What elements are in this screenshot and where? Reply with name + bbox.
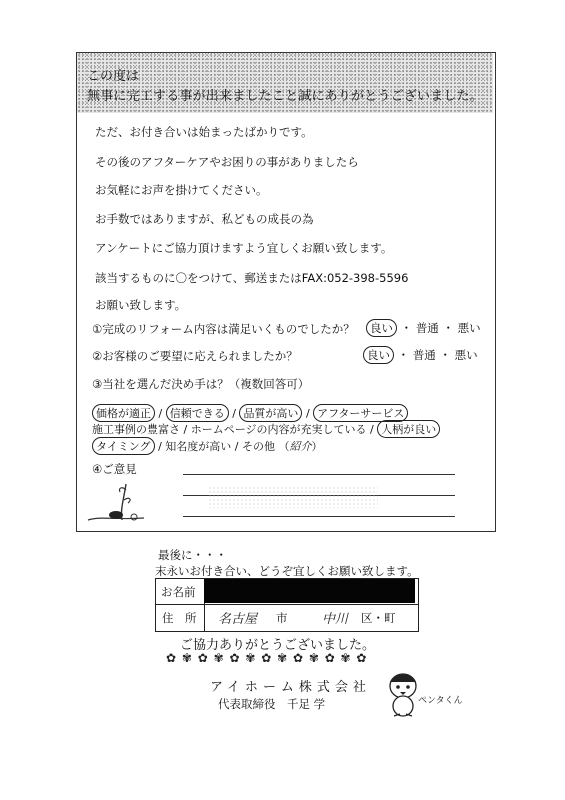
address-ward-value[interactable]: 中川 [322, 612, 349, 627]
q2-options [363, 346, 478, 364]
q3-row-2 [92, 420, 440, 438]
q3-choice-price[interactable]: 価格が適正 [92, 404, 155, 422]
intro-line-3: お気軽にお声を掛けてください。 [95, 183, 268, 197]
q2-option-good[interactable]: 良い [363, 346, 394, 364]
q3-choice-fame[interactable]: 知名度が高い [165, 440, 232, 453]
address-label: 住 所 [162, 611, 197, 625]
q3-sep: / [370, 423, 374, 436]
q3-choice-other[interactable]: その他 [242, 440, 275, 453]
q3-sep: / [232, 407, 236, 420]
intro-line-6: 該当するものに〇をつけて、郵送またはFAX:052-398-5596 [95, 271, 409, 285]
plant-decoration-icon [82, 476, 152, 526]
thanks-text: ご協力ありがとうございました。 [180, 638, 376, 653]
address-city-unit: 市 [276, 611, 288, 625]
q1-dot: ・ [442, 321, 454, 335]
header-banner [77, 53, 493, 113]
question-3: ③当社を選んだ決め手は？（複数回答可） [92, 377, 310, 391]
intro-line-5: アンケートにご協力頂けますよう宜しくお願い致します。 [95, 241, 393, 255]
q3-choice-examples[interactable]: 施工事例の豊富さ [92, 423, 180, 436]
opinion-line [183, 474, 455, 475]
intro-line-1: ただ、お付き合いは始まったばかりです。 [95, 125, 313, 139]
q2-dot: ・ [439, 348, 451, 362]
intro-line-4: お手数ではありますが、私どもの成長の為 [95, 212, 314, 226]
q3-choice-quality[interactable]: 品質が高い [239, 404, 302, 422]
question-4: ④ご意見 [92, 462, 137, 476]
address-ward-unit: 区・町 [361, 611, 396, 625]
q2-option-normal[interactable]: 普通 [412, 348, 436, 362]
q3-other-value[interactable]: 紹介 [289, 440, 312, 453]
q3-choice-aftercare[interactable]: アフターサービス [313, 404, 408, 422]
question-2: ②お客様のご要望に応えられましたか？ [92, 349, 298, 363]
table-row-divider [156, 604, 418, 605]
q1-option-good[interactable]: 良い [366, 319, 397, 337]
q3-row-3 [92, 437, 323, 455]
q2-option-bad[interactable]: 悪い [454, 348, 478, 362]
intro-line-2: その後のアフターケアやお困りの事がありましたら [95, 155, 359, 169]
header-line-1: この度は [87, 69, 140, 84]
q3-sep: / [158, 407, 163, 420]
q3-other-open: （ [278, 440, 290, 453]
company-name: アイホーム株式会社 [210, 680, 371, 695]
q1-option-normal[interactable]: 普通 [415, 321, 439, 335]
closing-line-1: 最後に・・・ [158, 548, 227, 562]
address-city-value[interactable]: 名古屋 [218, 612, 258, 627]
company-representative: 代表取締役 千足 学 [218, 697, 326, 711]
q3-sep: / [183, 423, 188, 436]
intro-line-7: お願い致します。 [95, 298, 187, 312]
question-1: ①完成のリフォーム内容は満足いくものでしたか？ [92, 322, 355, 336]
mascot-name: ペンタくん [418, 696, 463, 706]
opinion-faint-area [208, 486, 378, 508]
name-label: お名前 [161, 585, 196, 599]
closing-line-2: 末永いお付き合い、どうぞ宜しくお願い致します。 [155, 564, 419, 578]
header-line-2: 無事に完工する事が出来ましたこと誠にありがとうございました。 [87, 89, 484, 104]
q1-option-bad[interactable]: 悪い [457, 321, 481, 335]
flower-border-icon: ✿ ✾ ✿ ✾ ✿ ✾ ✿ ✾ ✿ ✾ ✿ ✾ ✿ [166, 651, 368, 665]
q1-dot: ・ [400, 321, 413, 335]
q3-choice-trust[interactable]: 信頼できる [166, 404, 229, 422]
q3-other-close: ） [311, 440, 323, 453]
mascot-penguin-icon [384, 668, 422, 720]
q3-choice-personality[interactable]: 人柄が良い [377, 420, 440, 438]
q3-sep: / [234, 440, 239, 453]
q2-dot: ・ [397, 348, 410, 362]
q1-options [366, 319, 481, 337]
q3-sep: / [305, 407, 310, 420]
q3-choice-homepage[interactable]: ホームページの内容が充実している [190, 423, 367, 436]
q3-sep: / [158, 440, 162, 453]
q3-choice-timing[interactable]: タイミング [92, 437, 155, 455]
opinion-line [183, 516, 455, 517]
name-redaction-block [204, 579, 415, 603]
